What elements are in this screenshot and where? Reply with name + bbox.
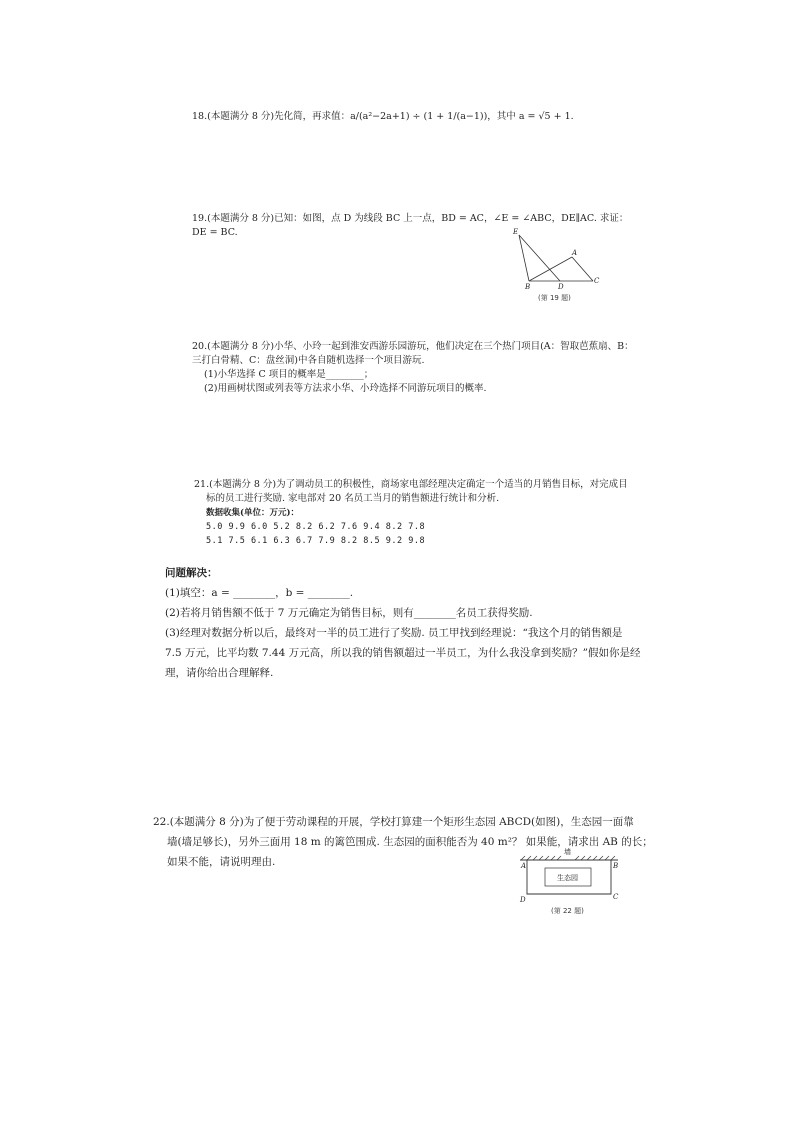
garden-label: 生态园 [557, 874, 578, 882]
question-21-part-3b: 7.5 万元，比平均数 7.44 万元高，所以我的销售额超过一半员工，为什么我没拿到奖励？”假如你是经 [165, 647, 641, 659]
data-row-1: 5.0 9.9 6.0 5.2 8.2 6.2 7.6 9.4 8.2 7.8 [206, 522, 426, 532]
label-B: B [613, 862, 619, 870]
question-22-line-3: 如果不能，请说明理由. [167, 856, 276, 868]
figure-19 [505, 225, 610, 303]
question-19-line-2: DE = BC. [192, 227, 238, 238]
question-21-part-2: (2)若将月销售额不低于 7 万元确定为销售目标，则有________名员工获得奖励. [165, 607, 533, 619]
question-18 [192, 110, 574, 124]
figure-22 [515, 846, 625, 918]
label-B: B [525, 283, 531, 291]
question-21-part-3c: 理，请你给出合理解释. [165, 667, 274, 679]
problem-solving-title: 问题解决： [165, 567, 218, 579]
question-21-problems [165, 563, 640, 683]
question-22-line-1: 22.(本题满分 8 分)为了便于劳动课程的开展，学校打算建一个矩形生态园 ABCD(如图)，生态园一面靠 [153, 816, 634, 828]
question-21-line-1: 21.(本题满分 8 分)为了调动员工的积极性，商场家电部经理决定确定一个适当的月销售目标，对完成目 [194, 479, 628, 490]
segment-ED [519, 235, 560, 281]
label-E: E [513, 228, 519, 236]
question-21-part-1: (1)填空：a = ________，b = ________. [165, 587, 354, 599]
label-A: A [572, 249, 578, 257]
wall-label: 墙 [564, 848, 571, 856]
figure-19-caption: (第 19 题) [538, 294, 571, 302]
data-collection-title: 数据收集(单位：万元)： [206, 508, 300, 518]
question-21-line-2: 标的员工进行奖励. 家电部对 20 名员工当月的销售额进行统计和分析. [206, 493, 500, 504]
segment-BA [529, 257, 572, 281]
question-19-line-1: 19.(本题满分 8 分)已知：如图，点 D 为线段 BC 上一点，BD = AC，∠E = ∠ABC，DE∥AC. 求证： [192, 213, 629, 224]
segment-EB [519, 235, 529, 281]
label-D: D [558, 283, 564, 291]
question-22-line-2: 墙(墙足够长)，另外三面用 18 m 的篱笆围成. 生态园的面积能否为 40 m²？ 如果能，请求出 AB 的长； [167, 836, 653, 848]
question-20-line-2: 三打白骨精、C：盘丝洞)中各自随机选择一个项目游玩. [192, 355, 425, 366]
label-C: C [613, 893, 619, 901]
label-A: A [521, 862, 527, 870]
question-20-sub-2: (2)用画树状图或列表等方法求小华、小玲选择不同游玩项目的概率. [204, 383, 487, 394]
segment-AC [572, 257, 593, 281]
question-20 [192, 340, 634, 396]
figure-22-caption: (第 22 题) [551, 907, 584, 915]
data-row-2: 5.1 7.5 6.1 6.3 6.7 7.9 8.2 8.5 9.2 9.8 [206, 536, 426, 546]
question-21-part-3a: (3)经理对数据分析以后，最终对一半的员工进行了奖励. 员工甲找到经理说：“我这个月的销售额是 [165, 627, 623, 639]
label-C: C [594, 277, 600, 285]
label-D: D [520, 896, 526, 904]
question-20-sub-1: (1)小华选择 C 项目的概率是________； [204, 369, 374, 380]
question-21 [194, 478, 628, 548]
question-20-line-1: 20.(本题满分 8 分)小华、小玲一起到淮安西游乐园游玩，他们决定在三个热门项目(A：智取芭蕉扇、B： [192, 341, 634, 352]
question-18-text: 18.(本题满分 8 分)先化简，再求值：a/(a²−2a+1) ÷ (1 + 1/(a−1))，其中 a = √5 + 1. [192, 111, 574, 122]
wall-hatching [521, 856, 615, 860]
